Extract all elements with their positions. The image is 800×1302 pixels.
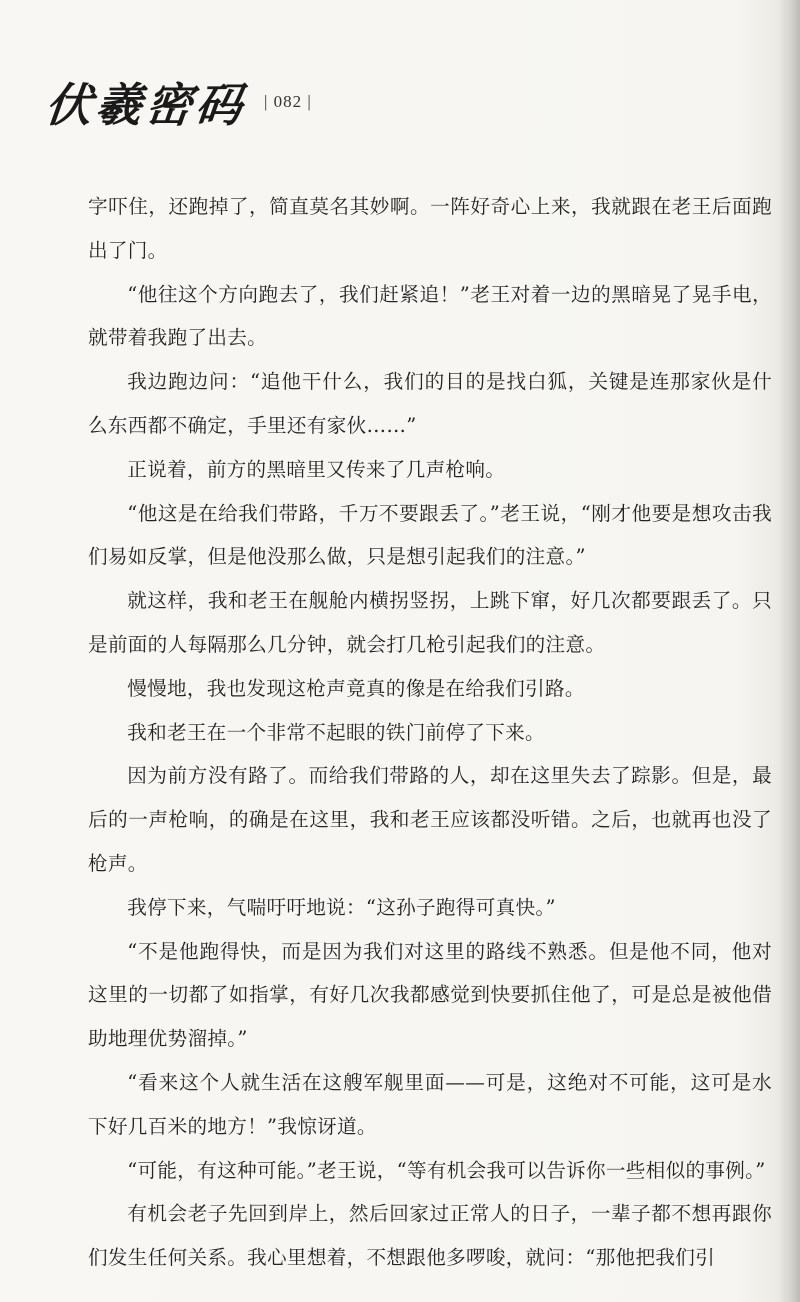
paragraph: 就这样，我和老王在舰舱内横拐竖拐，上跳下窜，好几次都要跟丢了。只是前面的人每隔那么几分钟，就会打几枪引起我们的注意。 xyxy=(88,589,772,656)
paragraph: 正说着，前方的黑暗里又传来了几声枪响。 xyxy=(127,457,506,481)
paragraph: “他往这个方向跑去了，我们赶紧追！”老王对着一边的黑暗晃了晃手电，就带着我跑了出去。 xyxy=(88,282,772,350)
paragraph: “他这是在给我们带路，千万不要跟丢了。”老王说，“刚才他要是想攻击我们易如反掌，但是他没那么做，只是想引起我们的注意。” xyxy=(88,501,772,569)
paragraph: 因为前方没有路了。而给我们带路的人，却在这里失去了踪影。但是，最后的一声枪响，的确是在这里，我和老王应该都没听错。之后，也就再也没了枪声。 xyxy=(88,764,772,875)
page-header xyxy=(42,72,312,132)
page-number: | 082 | xyxy=(264,92,312,111)
paragraph: 我停下来，气喘吁吁地说：“这孙子跑得可真快。” xyxy=(127,895,556,919)
paragraph: 有机会老子先回到岸上，然后回家过正常人的日子，一辈子都不想再跟你们发生任何关系。我心里想着，不想跟他多啰唆，就问：“那他把我们引 xyxy=(88,1202,772,1270)
paragraph: 我和老王在一个非常不起眼的铁门前停了下来。 xyxy=(127,720,545,744)
book-title: 伏羲密码 xyxy=(42,78,249,132)
paragraph: 字吓住，还跑掉了，简直莫名其妙啊。一阵好奇心上来，我就跟在老王后面跑出了门。 xyxy=(88,195,772,262)
paragraph: “可能，有这种可能。”老王说，“等有机会我可以告诉你一些相似的事例。” xyxy=(127,1158,766,1182)
page-edge-shadow xyxy=(778,0,800,1302)
paragraph: “不是他跑得快，而是因为我们对这里的路线不熟悉。但是他不同，他对这里的一切都了如指掌，有好几次我都感觉到快要抓住他了，可是总是被他借助地理优势溜掉。” xyxy=(88,939,772,1051)
body-text xyxy=(88,185,772,1280)
paragraph: 我边跑边问：“追他干什么，我们的目的是找白狐，关键是连那家伙是什么东西都不确定，手里还有家伙……” xyxy=(88,370,772,437)
paragraph: “看来这个人就生活在这艘军舰里面——可是，这绝对不可能，这可是水下好几百米的地方！”我惊讶道。 xyxy=(88,1070,772,1138)
paragraph: 慢慢地，我也发现这枪声竟真的像是在给我们引路。 xyxy=(127,676,585,700)
